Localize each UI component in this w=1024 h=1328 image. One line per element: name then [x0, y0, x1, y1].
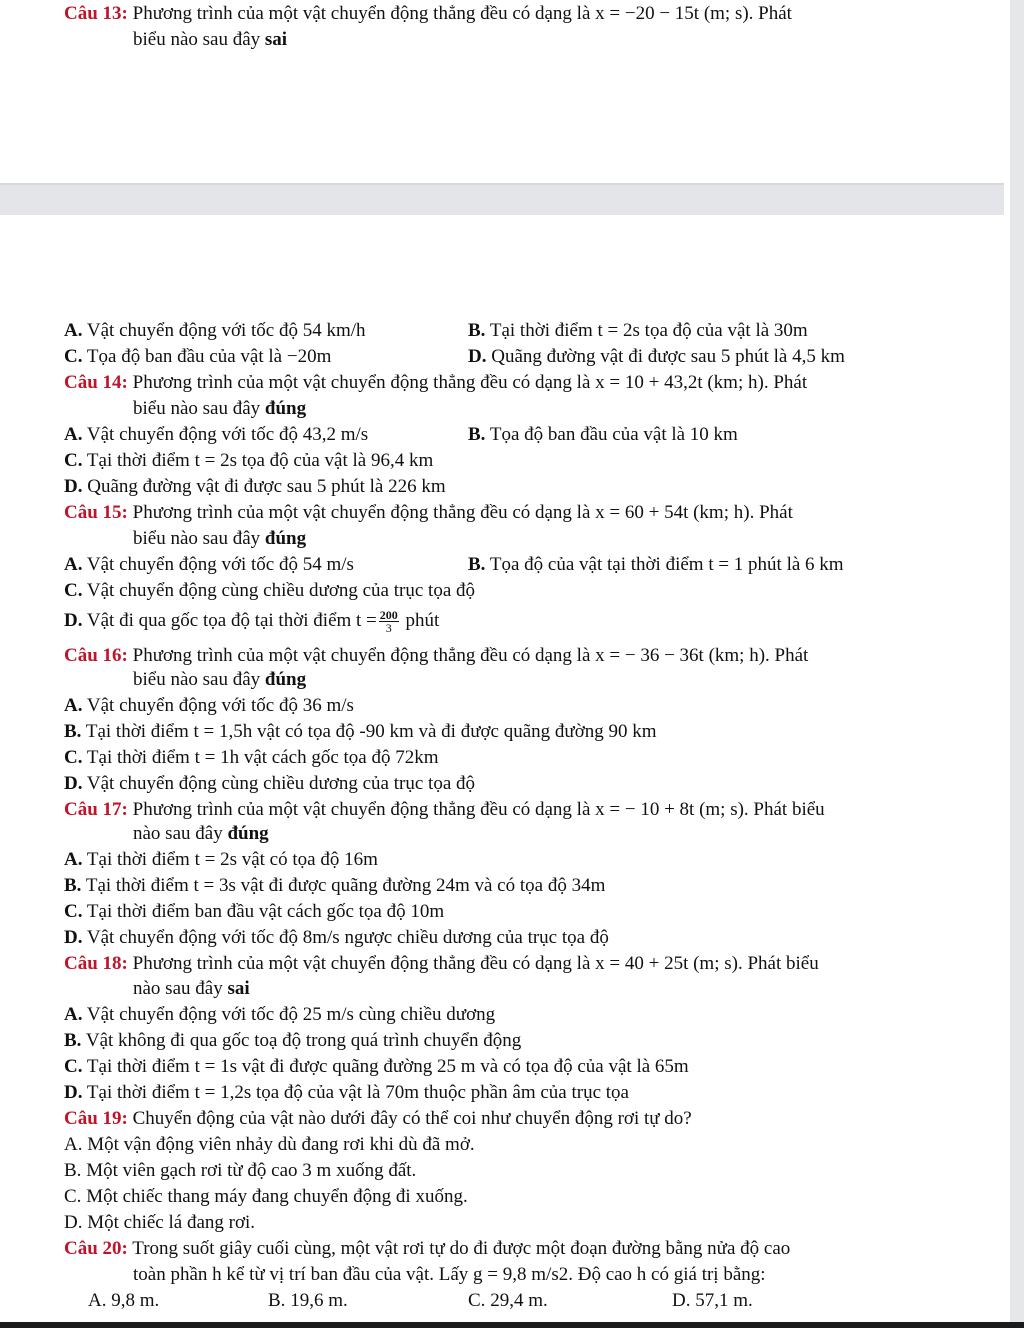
question-text: biểu nào sau đây — [133, 29, 265, 50]
question-17-stem-cont — [0, 822, 1024, 846]
option-label: C. — [64, 450, 83, 471]
question-number: Câu 16: — [64, 645, 128, 666]
question-14-option-b — [468, 423, 738, 447]
option-text: Tại thời điểm t = 2s tọa độ của vật là 96,4 km — [86, 450, 434, 471]
question-16-stem-cont — [0, 668, 1024, 692]
question-15-stem-cont — [0, 527, 1024, 551]
option-text: 19,6 m. — [290, 1290, 348, 1311]
question-text: Phương trình của một vật chuyển động thẳng đều có dạng là x = 40 + 25t (m; s). Phát biểu — [132, 953, 819, 974]
option-label: C. — [64, 1056, 83, 1077]
question-number: Câu 14: — [64, 372, 128, 393]
option-label: C. — [64, 346, 83, 367]
option-label: B. — [468, 320, 486, 341]
option-text: Tại thời điểm t = 1s vật đi được quãng đường 25 m và có tọa độ của vật là 65m — [86, 1056, 689, 1077]
option-text: 9,8 m. — [111, 1290, 160, 1311]
option-label: A. — [88, 1290, 107, 1311]
question-text: Chuyển động của vật nào dưới đây có thể coi như chuyển động rơi tự do? — [132, 1108, 692, 1129]
question-keyword: đúng — [227, 823, 269, 844]
question-number: Câu 13: — [64, 3, 128, 24]
option-label: B. — [268, 1290, 286, 1311]
option-label: D. — [64, 1212, 83, 1233]
question-15-stem — [0, 501, 1024, 525]
question-20-stem-cont — [0, 1263, 1024, 1287]
option-text: Một chiếc lá đang rơi. — [87, 1212, 256, 1233]
option-text: phút — [405, 610, 440, 631]
question-text: biểu nào sau đây — [133, 398, 265, 419]
option-text: Quãng đường vật đi được sau 5 phút là 226 km — [87, 476, 446, 497]
option-text: Vật chuyển động với tốc độ 54 km/h — [86, 320, 366, 341]
question-17-stem — [0, 798, 1024, 822]
option-text: Vật chuyển động với tốc độ 8m/s ngược chiều dương của trục tọa độ — [86, 927, 609, 948]
option-label: B. — [64, 1030, 82, 1051]
question-15-option-d — [64, 607, 439, 635]
question-18-option-b — [64, 1029, 521, 1053]
question-15-option-a — [64, 553, 354, 577]
option-text: Vật chuyển động với tốc độ 25 m/s cùng chiều dương — [86, 1004, 496, 1025]
option-label: D. — [64, 773, 83, 794]
question-18-option-a — [64, 1003, 495, 1027]
fraction — [379, 609, 399, 634]
question-text: Phương trình của một vật chuyển động thẳng đều có dạng là x = −20 − 15t (m; s). Phát — [132, 3, 792, 24]
option-text: Vật chuyển động với tốc độ 43,2 m/s — [86, 424, 369, 445]
option-label: B. — [468, 424, 486, 445]
question-keyword: đúng — [264, 398, 307, 419]
option-label: B. — [468, 554, 486, 575]
question-13-stem — [0, 2, 1024, 26]
option-text: Vật chuyển động với tốc độ 36 m/s — [86, 695, 354, 716]
question-14-option-d — [64, 475, 446, 499]
question-20-option-d — [672, 1289, 753, 1313]
option-text: Vật chuyển động với tốc độ 54 m/s — [86, 554, 354, 575]
option-label: C. — [64, 901, 83, 922]
question-20-option-a — [88, 1289, 159, 1313]
question-14-option-c — [64, 449, 433, 473]
option-text: Vật chuyển động cùng chiều dương của trục tọa độ — [86, 580, 475, 601]
question-17-option-b — [64, 874, 605, 898]
question-19-option-a — [64, 1133, 475, 1157]
question-19-option-c — [64, 1185, 468, 1209]
option-label: A. — [64, 1134, 83, 1155]
question-text: Phương trình của một vật chuyển động thẳng đều có dạng là x = − 36 − 36t (km; h). Phát — [132, 645, 809, 666]
question-16-stem — [0, 644, 1024, 668]
question-text: toàn phần h kể từ vị trí ban đầu của vật. Lấy g = 9,8 m/s2. Độ cao h có giá trị bằng: — [133, 1264, 766, 1285]
question-19-option-b — [64, 1159, 416, 1183]
option-text: Tại thời điểm t = 2s tọa độ của vật là 30m — [489, 320, 808, 341]
option-label: A. — [64, 320, 83, 341]
question-keyword: đúng — [264, 669, 307, 690]
question-text: Phương trình của một vật chuyển động thẳng đều có dạng là x = − 10 + 8t (m; s). Phát biểu — [132, 799, 825, 820]
question-text: nào sau đây — [133, 978, 228, 999]
question-18-option-d — [64, 1081, 629, 1105]
question-number: Câu 18: — [64, 953, 128, 974]
option-label: D. — [64, 927, 83, 948]
question-18-option-c — [64, 1055, 689, 1079]
option-text: 57,1 m. — [695, 1290, 753, 1311]
question-text: Phương trình của một vật chuyển động thẳng đều có dạng là x = 60 + 54t (km; h). Phát — [132, 502, 793, 523]
question-13-option-a — [64, 319, 366, 343]
option-label: D. — [64, 476, 83, 497]
question-14-stem-cont — [0, 397, 1024, 421]
option-text: Một vận động viên nhảy dù đang rơi khi dù đã mở. — [87, 1134, 475, 1155]
option-text: Tọa độ ban đầu của vật là −20m — [86, 346, 332, 367]
question-16-option-d — [64, 772, 475, 796]
option-label: A. — [64, 849, 83, 870]
question-19-stem — [0, 1107, 1024, 1131]
option-label: A. — [64, 424, 83, 445]
question-number: Câu 17: — [64, 799, 128, 820]
option-text: Tọa độ của vật tại thời điểm t = 1 phút là 6 km — [489, 554, 844, 575]
question-13-option-c — [64, 345, 331, 369]
option-text: Tại thời điểm t = 1h vật cách gốc tọa độ 72km — [86, 747, 439, 768]
option-label: B. — [64, 875, 82, 896]
question-13-stem-cont — [0, 28, 1024, 52]
option-text: Vật chuyển động cùng chiều dương của trục tọa độ — [86, 773, 475, 794]
question-14-stem — [0, 371, 1024, 395]
option-label: C. — [468, 1290, 486, 1311]
option-label: C. — [64, 580, 83, 601]
question-18-stem-cont — [0, 977, 1024, 1001]
option-text: Tại thời điểm t = 2s vật có tọa độ 16m — [86, 849, 378, 870]
question-text: nào sau đây — [133, 823, 228, 844]
option-label: C. — [64, 747, 83, 768]
option-label: C. — [64, 1186, 82, 1207]
option-label: D. — [64, 1082, 83, 1103]
question-number: Câu 19: — [64, 1108, 128, 1129]
question-13-option-b — [468, 319, 808, 343]
option-label: D. — [64, 610, 83, 631]
question-13-option-d — [468, 345, 845, 369]
option-label: B. — [64, 721, 82, 742]
question-text: Trong suốt giây cuối cùng, một vật rơi tự do đi được một đoạn đường bằng nửa độ cao — [132, 1238, 791, 1259]
question-17-option-a — [64, 848, 378, 872]
option-text: Tọa độ ban đầu của vật là 10 km — [489, 424, 738, 445]
question-text: biểu nào sau đây — [133, 528, 265, 549]
question-19-option-d — [64, 1211, 255, 1235]
question-17-option-d — [64, 926, 609, 950]
option-text: Vật không đi qua gốc toạ độ trong quá trình chuyển động — [85, 1030, 522, 1051]
question-keyword: đúng — [264, 528, 307, 549]
option-text: Tại thời điểm t = 3s vật đi được quãng đường 24m và có tọa độ 34m — [85, 875, 606, 896]
option-text: Vật đi qua gốc tọa độ tại thời điểm t = — [86, 610, 377, 631]
question-15-option-c — [64, 579, 475, 603]
option-text: Tại thời điểm ban đầu vật cách gốc tọa độ 10m — [86, 901, 445, 922]
option-text: Một viên gạch rơi từ độ cao 3 m xuống đất. — [86, 1160, 417, 1181]
option-text: Quãng đường vật đi được sau 5 phút là 4,5 km — [491, 346, 845, 367]
option-text: 29,4 m. — [490, 1290, 548, 1311]
option-text: Một chiếc thang máy đang chuyển động đi xuống. — [86, 1186, 468, 1207]
question-number: Câu 15: — [64, 502, 128, 523]
question-20-option-c — [468, 1289, 548, 1313]
question-18-stem — [0, 952, 1024, 976]
page-separator — [0, 183, 1004, 215]
screen-bottom-edge — [0, 1322, 1024, 1328]
question-20-option-b — [268, 1289, 348, 1313]
option-label: A. — [64, 554, 83, 575]
question-16-option-a — [64, 694, 354, 718]
question-keyword: sai — [227, 978, 250, 999]
option-label: A. — [64, 1004, 83, 1025]
option-text: Tại thời điểm t = 1,2s tọa độ của vật là 70m thuộc phần âm của trục tọa — [86, 1082, 629, 1103]
question-20-stem — [0, 1237, 1024, 1261]
option-label: D. — [468, 346, 487, 367]
question-number: Câu 20: — [64, 1238, 128, 1259]
question-17-option-c — [64, 900, 444, 924]
question-15-option-b — [468, 553, 844, 577]
question-text: Phương trình của một vật chuyển động thẳng đều có dạng là x = 10 + 43,2t (km; h). Phát — [132, 372, 808, 393]
question-14-option-a — [64, 423, 368, 447]
question-keyword: sai — [264, 29, 288, 50]
question-16-option-b — [64, 720, 657, 744]
fraction-denominator: 3 — [385, 621, 392, 636]
option-label: B. — [64, 1160, 82, 1181]
question-text: biểu nào sau đây — [133, 669, 265, 690]
option-label: A. — [64, 695, 83, 716]
question-16-option-c — [64, 746, 439, 770]
option-label: D. — [672, 1290, 691, 1311]
option-text: Tại thời điểm t = 1,5h vật có tọa độ -90 km và đi được quãng đường 90 km — [85, 721, 657, 742]
fraction-numerator: 200 — [379, 608, 398, 623]
